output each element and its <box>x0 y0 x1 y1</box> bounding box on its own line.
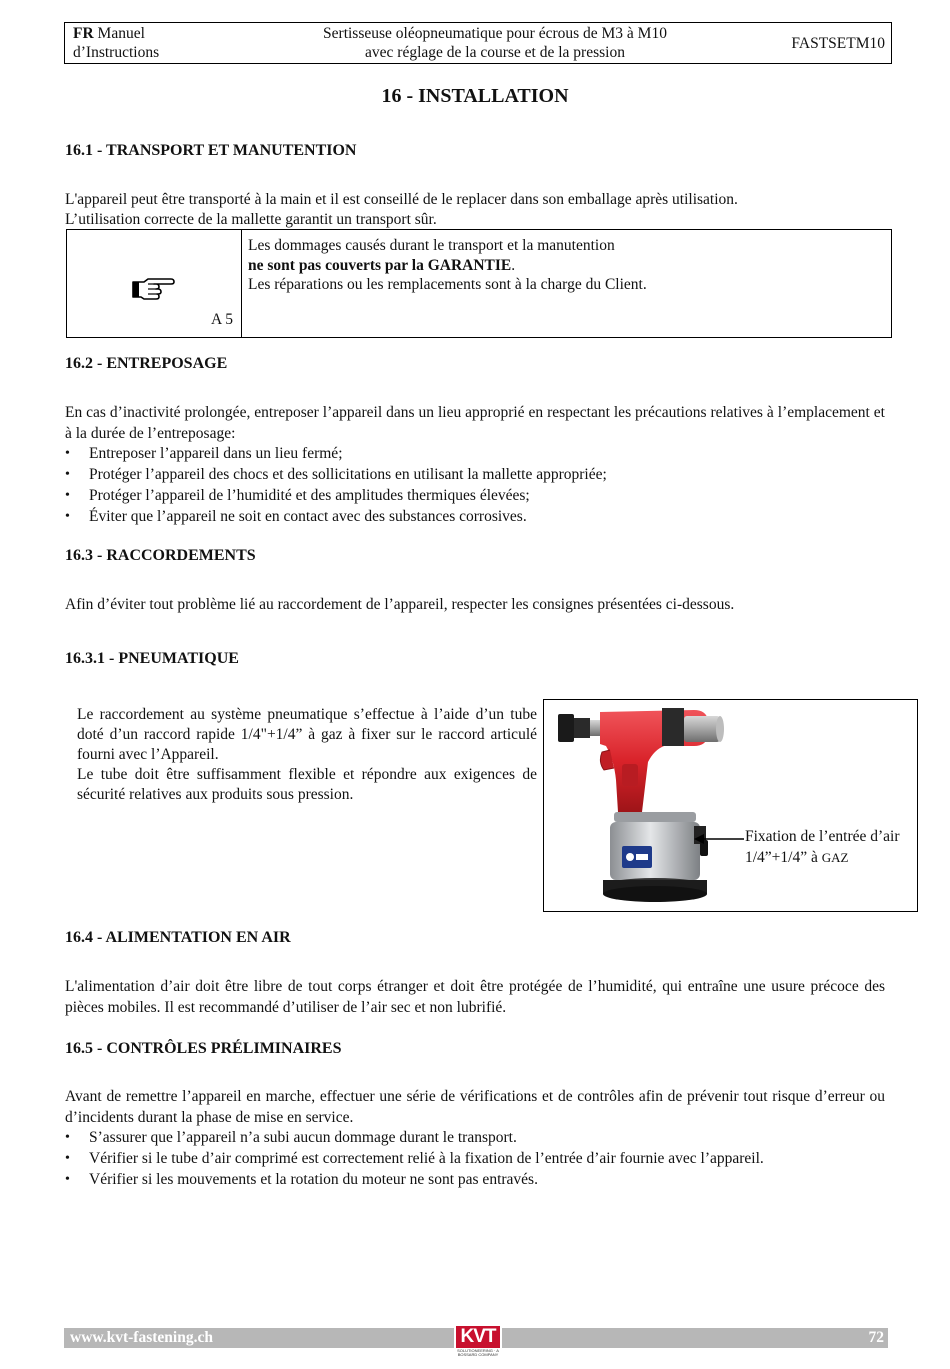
section-title-16-3: 16.3 - RACCORDEMENTS <box>65 547 256 564</box>
text-paragraph: Afin d’éviter tout problème lié au raccordement de l’appareil, respecter les consignes présentées ci-dessous. <box>65 596 735 613</box>
warning-line2 <box>248 256 878 276</box>
caption-fitting-size: 1/4”+1/4” à <box>745 849 822 866</box>
list-item <box>65 506 885 527</box>
warning-guarantee: ne sont pas couverts par la GARANTIE <box>248 256 512 274</box>
text-paragraph: En cas d’inactivité prolongée, entreposer l’appareil dans un lieu approprié en respectant les précautions relatives à l’emplacement et à la durée de l’entreposage: <box>65 404 885 442</box>
list-item-text: Entreposer l’appareil dans un lieu fermé; <box>89 445 343 462</box>
warning-box <box>66 229 892 338</box>
caption-line1: Fixation de l’entrée d’air <box>745 828 900 845</box>
bullet-icon: • <box>65 1130 70 1145</box>
section-16-3-text <box>65 595 885 616</box>
section-16-4-text <box>65 977 885 1018</box>
footer-url[interactable]: www.kvt-fastening.ch <box>70 1329 213 1346</box>
bullet-icon: • <box>65 1172 70 1187</box>
section-16-1-text <box>65 190 885 230</box>
bullet-icon: • <box>65 467 70 482</box>
text-paragraph: Avant de remettre l’appareil en marche, effectuer une série de vérifications et de contrôles afin de prévenir tout risque d’erreur ou d’incidents durant la phase de mise en service. <box>65 1088 885 1126</box>
list-item <box>65 1169 885 1190</box>
warning-code: A 5 <box>211 311 233 328</box>
kvt-logo-tagline: SOLUTIONEERING · A BOSSARD COMPANY <box>457 1348 499 1357</box>
list-item-text: Vérifier si le tube d’air comprimé est correctement relié à la fixation de l’entrée d’air fournie avec l’appareil. <box>89 1150 764 1167</box>
section-title-16-4: 16.4 - ALIMENTATION EN AIR <box>65 929 291 946</box>
header-manual <box>73 24 159 62</box>
text-line: L’utilisation correcte de la mallette garantit un transport sûr. <box>65 210 437 228</box>
page-title: 16 - INSTALLATION <box>381 85 569 107</box>
warning-text <box>248 236 878 295</box>
air-inlet-caption <box>745 826 900 868</box>
list-item-text: Protéger l’appareil des chocs et des sollicitations en utilisant la mallette appropriée; <box>89 466 607 483</box>
warning-line1: Les dommages causés durant le transport et la manutention <box>248 237 615 254</box>
list-item-text: S’assurer que l’appareil n’a subi aucun dommage durant le transport. <box>89 1129 517 1146</box>
text-paragraph: Le raccordement au système pneumatique s’effectue à l’aide d’un tube doté d’un raccord rapide 1/4"+1/4” à gaz à fixer sur le raccord articulé fourni avec l’Appareil. <box>77 706 537 763</box>
header-product-line1: Sertisseuse oléopneumatique pour écrous de M3 à M10 <box>323 25 667 42</box>
list-item-text: Vérifier si les mouvements et la rotation du moteur ne sont pas entravés. <box>89 1171 538 1188</box>
pointing-hand-icon <box>131 276 175 302</box>
page-number: 72 <box>868 1329 884 1346</box>
header-product <box>285 24 705 62</box>
section-title-16-3-1: 16.3.1 - PNEUMATIQUE <box>65 650 239 667</box>
header-manual-line1: Manuel <box>97 25 145 42</box>
list-item <box>65 485 885 506</box>
section-title-16-1: 16.1 - TRANSPORT ET MANUTENTION <box>65 142 357 159</box>
list-item <box>65 1127 885 1148</box>
page-header <box>64 22 892 64</box>
header-product-line2: avec réglage de la course et de la pression <box>365 44 625 61</box>
warning-icon-cell <box>67 230 242 337</box>
header-manual-line2: d’Instructions <box>73 44 160 61</box>
warning-line2-end: . <box>511 256 516 274</box>
checks-bullet-list <box>65 1127 885 1190</box>
kvt-logo <box>454 1326 502 1358</box>
bullet-icon: • <box>65 446 70 461</box>
storage-bullet-list <box>65 443 885 527</box>
warning-line3: Les réparations ou les remplacements sont à la charge du Client. <box>248 276 647 293</box>
bullet-icon: • <box>65 509 70 524</box>
tool-image-box <box>543 699 918 912</box>
list-item-text: Éviter que l’appareil ne soit en contact avec des substances corrosives. <box>89 508 527 525</box>
list-item <box>65 443 885 464</box>
callout-arrow-icon <box>688 826 748 856</box>
pneumatic-text <box>77 705 537 805</box>
list-item <box>65 464 885 485</box>
section-title-16-5: 16.5 - CONTRÔLES PRÉLIMINAIRES <box>65 1040 342 1057</box>
list-item <box>65 1148 885 1169</box>
riveting-tool-image <box>544 700 744 911</box>
text-paragraph: Le tube doit être suffisamment flexible et répondre aux exigences de sécurité relatives aux produits sous pression. <box>77 766 537 803</box>
caption-gaz: GAZ <box>821 850 849 865</box>
kvt-logo-letters: KVT <box>456 1326 500 1348</box>
section-title-16-2: 16.2 - ENTREPOSAGE <box>65 355 228 372</box>
list-item-text: Protéger l’appareil de l’humidité et des amplitudes thermiques élevées; <box>89 487 530 504</box>
text-line: L'appareil peut être transporté à la main et il est conseillé de le replacer dans son emballage après utilisation. <box>65 191 738 208</box>
caption-line2 <box>745 847 900 868</box>
bullet-icon: • <box>65 488 70 503</box>
text-paragraph: L'alimentation d’air doit être libre de tout corps étranger et doit être protégée de l’humidité, qui entraîne une usure précoce des pièces mobiles. Il est recommandé d’utiliser de l’air sec et non lubrifié. <box>65 978 885 1016</box>
bullet-icon: • <box>65 1151 70 1166</box>
header-model: FASTSETM10 <box>791 35 885 52</box>
section-16-5-intro <box>65 1087 885 1128</box>
header-lang: FR <box>73 25 94 42</box>
section-16-2-intro <box>65 403 885 444</box>
